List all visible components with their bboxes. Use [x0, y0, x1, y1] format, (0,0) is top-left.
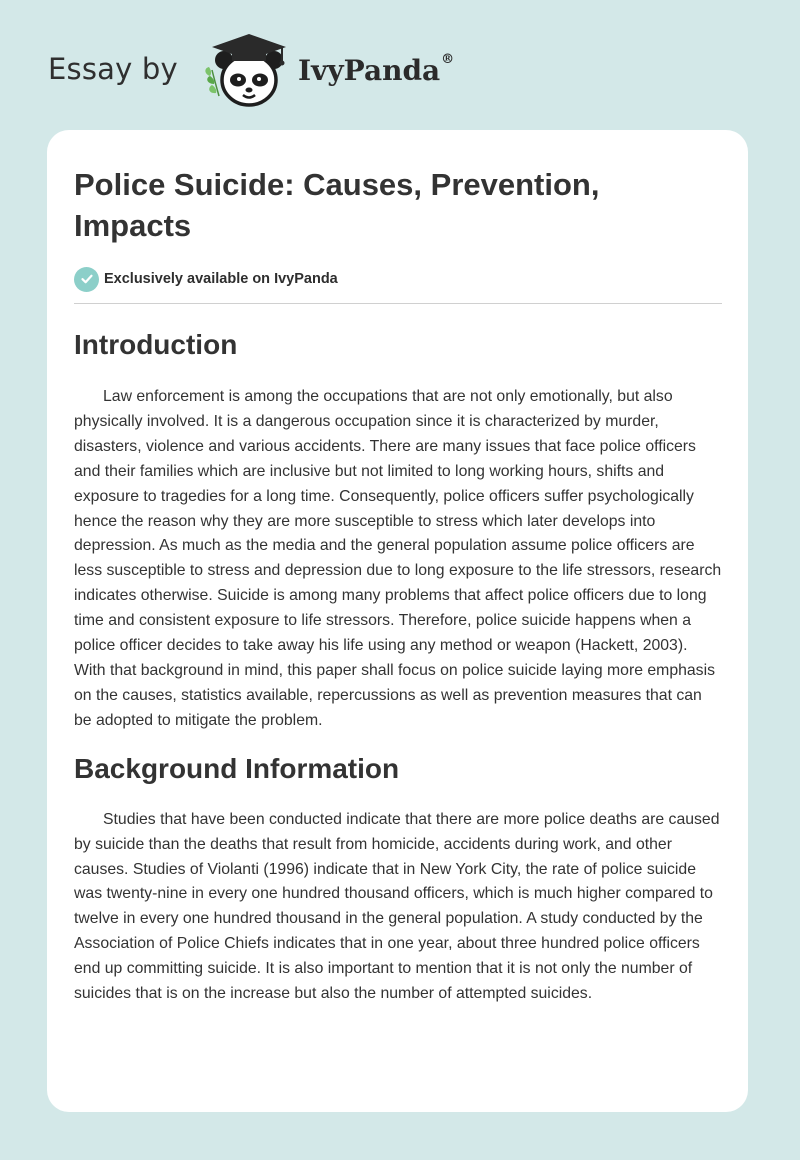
section-heading-background: Background Information	[74, 752, 400, 784]
site-header	[48, 30, 508, 110]
exclusive-badge	[74, 266, 722, 292]
ivy-leaf-icon	[205, 67, 219, 96]
page-title: Police Suicide: Causes, Prevention, Impacts	[74, 167, 600, 243]
brand-name[interactable]	[298, 54, 454, 87]
section-heading-introduction: Introduction	[74, 329, 238, 360]
check-icon	[74, 267, 99, 292]
section-text-background: Studies that have been conducted indicate that there are more police deaths are caused by suicide than the deaths that result from homicide, accidents during work, and other causes. Studies of Violanti (1996) indicate that in New York City, the rate of police suicide was twenty-nine in every one hundred thousand officers, which is much higher compared to twelve in every one hundred thousand in the general population. A study conducted by the Association of Police Chiefs indicates that in one year, about three hundred police officers end up committing suicide. It is also important to mention that it is not only the number of suicides that is on the increase but also the number of attempted suicides.	[74, 810, 720, 1003]
essay-by-label: Essay by	[48, 52, 178, 86]
registered-mark: ®	[441, 52, 455, 67]
exclusive-label: Exclusively available on IvyPanda	[104, 271, 338, 287]
panda-logo-icon[interactable]	[202, 30, 296, 110]
essay-card	[47, 130, 748, 1112]
divider	[74, 303, 722, 304]
brand-text: IvyPanda	[298, 54, 441, 87]
section-text-introduction: Law enforcement is among the occupations that are not only emotionally, but also physically involved. It is a dangerous occupation since it is characterized by murder, disasters, violence and various accidents. There are many issues that face police officers and their families which are inclusive but not limited to long working hours, shifts and exposure to tragedies for a long time. Consequently, police officers suffer psychologically hence the reason why they are more susceptible to stress which later develops into depression. As much as the media and the general population assume police officers are less susceptible to stress and depression due to long exposure to the life stressors, research indicates otherwise. Suicide is among many problems that affect police officers due to long time and consistent exposure to life stressors. Therefore, police suicide happens when a police officer decides to take away his life using any method or weapon (Hackett, 2003). With that background in mind, this paper shall focus on police suicide laying more emphasis on the causes, statistics available, repercussions as well as prevention measures that can be adopted to mitigate the problem.	[74, 388, 722, 729]
